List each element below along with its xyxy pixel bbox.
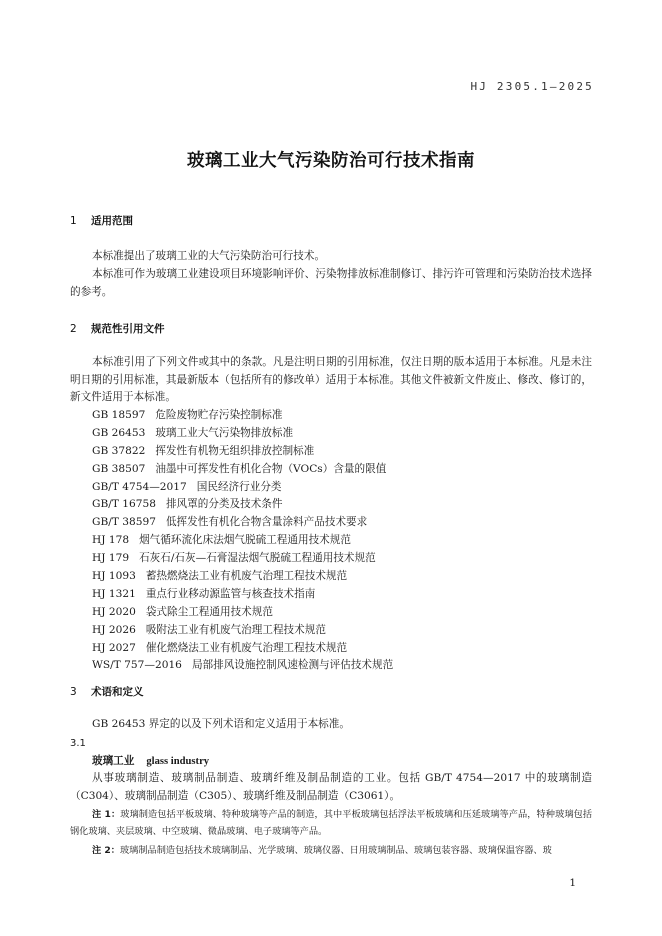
term-number: 3.1 <box>70 738 86 749</box>
reference-list <box>92 407 393 675</box>
reference-item <box>92 568 393 586</box>
reference-item <box>92 586 393 604</box>
reference-item <box>92 604 393 622</box>
reference-code: GB/T 38597 <box>92 516 156 529</box>
document-title: 玻璃工业大气污染防治可行技术指南 <box>187 151 475 171</box>
reference-item <box>92 550 393 568</box>
reference-name: 玻璃工业大气污染物排放标准 <box>155 426 294 439</box>
page-number: 1 <box>569 877 576 889</box>
reference-name: 蓄热燃烧法工业有机废气治理工程技术规范 <box>145 570 348 583</box>
reference-item <box>92 657 393 675</box>
reference-item <box>92 496 393 514</box>
reference-code: GB/T 4754—2017 <box>92 480 187 493</box>
note-text: 玻璃制造包括平板玻璃、特种玻璃等产品的制造，其中平板玻璃包括浮法平板玻璃和压延玻璃等产品，特种玻璃包括钢化玻璃、夹层玻璃、中空玻璃、微晶玻璃、电子玻璃等产品。 <box>70 809 593 837</box>
section-heading <box>70 321 165 336</box>
reference-name: 吸附法工业有机废气治理工程技术规范 <box>145 623 326 636</box>
reference-item <box>92 622 393 640</box>
note-label: 注 1： <box>92 809 121 820</box>
reference-name: 挥发性有机物无组织排放控制标准 <box>155 444 315 457</box>
reference-code: GB 18597 <box>92 409 146 421</box>
reference-code: GB 38507 <box>92 462 146 475</box>
reference-name: 局部排风设施控制风速检测与评估技术规范 <box>191 659 394 672</box>
reference-code: HJ 1321 <box>92 587 136 600</box>
section-heading <box>70 684 144 699</box>
section-title: 规范性引用文件 <box>91 323 165 335</box>
reference-item <box>92 514 393 532</box>
reference-code: GB/T 16758 <box>92 498 156 511</box>
paragraph: 本标准可作为玻璃工业建设项目环境影响评价、污染物排放标准制修订、排污许可管理和污染防治技术选择的参考。 <box>70 268 592 298</box>
reference-name: 袋式除尘工程通用技术规范 <box>145 605 273 618</box>
term-en: glass industry <box>146 756 210 767</box>
note <box>70 842 592 859</box>
reference-code: GB 37822 <box>92 444 146 457</box>
term-heading <box>92 753 209 768</box>
standard-code: HJ 2305.1—2025 <box>470 80 594 93</box>
reference-code: HJ 1093 <box>92 570 136 583</box>
reference-code: HJ 2020 <box>92 605 136 618</box>
reference-name: 国民经济行业分类 <box>196 480 282 493</box>
section-number: 3 <box>70 686 77 698</box>
reference-code: GB 26453 <box>92 426 146 439</box>
section-title: 适用范围 <box>91 215 133 227</box>
reference-name: 危险废物贮存污染控制标准 <box>155 409 283 421</box>
section-title: 术语和定义 <box>91 686 144 698</box>
reference-code: HJ 2026 <box>92 623 136 636</box>
reference-item <box>92 425 393 443</box>
note <box>70 806 592 840</box>
section-number: 2 <box>70 323 77 335</box>
note-text: 玻璃制品制造包括技术玻璃制品、光学玻璃、玻璃仪器、日用玻璃制品、玻璃包装容器、玻璃保温容器、玻 <box>119 845 552 856</box>
reference-item <box>92 479 393 497</box>
paragraph: 本标准引用了下列文件或其中的条款。凡是注明日期的引用标准，仅注日期的版本适用于本标准。凡是未注明日期的引用标准，其最新版本（包括所有的修改单）适用于本标准。其他文件被新文件废止、修改、修订的，新文件适用于本标准。 <box>70 356 592 404</box>
reference-name: 催化燃烧法工业有机废气治理工程技术规范 <box>145 641 348 654</box>
reference-name: 排风罩的分类及技术条件 <box>165 498 283 511</box>
reference-name: 低挥发性有机化合物含量涂料产品技术要求 <box>165 516 368 529</box>
reference-item <box>92 640 393 658</box>
reference-code: WS/T 757—2016 <box>92 659 182 672</box>
reference-item <box>92 461 393 479</box>
reference-code: HJ 178 <box>92 534 130 547</box>
reference-name: 重点行业移动源监管与核查技术指南 <box>145 587 316 600</box>
reference-name: 烟气循环流化床法烟气脱硫工程通用技术规范 <box>139 534 351 547</box>
term-definition: 从事玻璃制造、玻璃制品制造、玻璃纤维及制品制造的工业。包括 GB/T 4754—2017 中的玻璃制造（C304）、玻璃制品制造（C305）、玻璃纤维及制品制造（C3061）。 <box>70 772 592 802</box>
reference-item <box>92 407 393 425</box>
section-number: 1 <box>70 215 77 227</box>
paragraph: 本标准提出了玻璃工业的大气污染防治可行技术。 <box>92 250 326 262</box>
reference-name: 油墨中可挥发性有机化合物（VOCs）含量的限值 <box>155 462 387 475</box>
paragraph: GB 26453 界定的以及下列术语和定义适用于本标准。 <box>92 718 350 730</box>
reference-code: HJ 2027 <box>92 641 136 654</box>
reference-item <box>92 532 393 550</box>
reference-code: HJ 179 <box>92 552 130 565</box>
reference-item <box>92 443 393 461</box>
term-zh: 玻璃工业 <box>92 755 135 767</box>
section-heading <box>70 213 133 228</box>
reference-name: 石灰石/石灰—石膏湿法烟气脱硫工程通用技术规范 <box>139 552 376 565</box>
note-label: 注 2： <box>92 845 120 856</box>
